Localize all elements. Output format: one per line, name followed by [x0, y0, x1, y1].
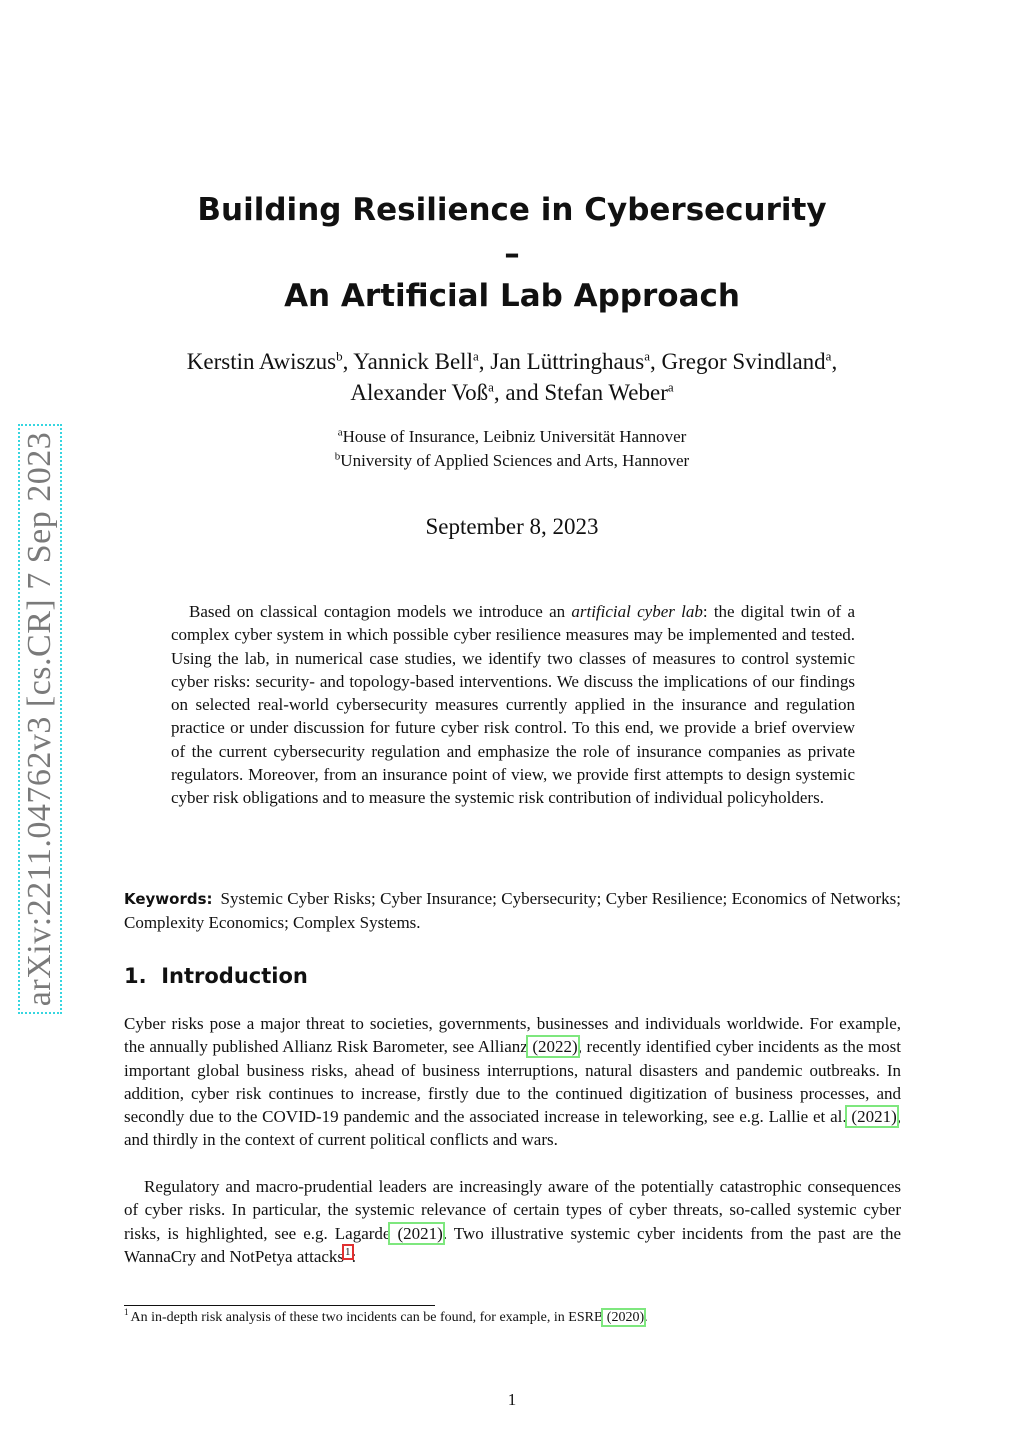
intro-paragraph-2	[124, 1175, 901, 1268]
keywords-label: Keywords:	[124, 890, 213, 908]
citation-link[interactable]: (2022)	[527, 1037, 578, 1057]
author-affiliation-mark: a	[825, 348, 832, 364]
author-name: Kerstin Awiszus	[186, 349, 337, 374]
footnote-divider	[124, 1305, 435, 1306]
author-affiliation-mark: a	[472, 348, 479, 364]
affiliation-text: University of Applied Sciences and Arts, Hannover	[340, 451, 690, 470]
abstract-text: Based on classical contagion models we introduce an	[189, 602, 572, 621]
paper-title-dash: –	[504, 236, 520, 272]
author-separator: , and	[493, 380, 545, 405]
publication-date: September 8, 2023	[425, 514, 599, 539]
paper-title-line-1: Building Resilience in Cybersecurity	[197, 192, 827, 228]
author-name: Stefan Weber	[544, 380, 668, 405]
keywords	[124, 887, 901, 935]
footnote-text: An in-depth risk analysis of these two incidents can be found, for example, in ESRB	[130, 1310, 604, 1325]
intro-paragraph-1	[124, 1012, 901, 1152]
author-affiliation-mark: b	[336, 348, 343, 364]
paragraph-text: Cyber risks pose a major threat to societies, governments, businesses and individuals worldwide. For example, the annually published Allianz Risk Barometer, see Allianz	[124, 1014, 901, 1057]
paragraph-text: , and thirdly in the context of current political conflicts and wars.	[124, 1107, 901, 1150]
paper-title-line-2: An Artificial Lab Approach	[284, 278, 740, 314]
author-list	[100, 346, 924, 408]
affiliation-text: House of Insurance, Leibniz Universität Hannover	[342, 427, 687, 446]
paragraph-text: . Two illustrative systemic cyber incidents from the past are the WannaCry and NotPetya attacks	[124, 1223, 902, 1266]
affiliation-mark: a	[337, 426, 343, 439]
author-name: Gregor Svindland	[661, 349, 826, 374]
paragraph-text: :	[351, 1246, 357, 1266]
page-number: 1	[507, 1390, 517, 1409]
arxiv-identifier-stamp[interactable]	[18, 424, 62, 1014]
author-separator: ,	[831, 349, 838, 374]
affiliation-b	[0, 451, 1024, 471]
author-affiliation-mark: a	[644, 348, 650, 364]
affiliation-a	[0, 427, 1024, 447]
author-name: Jan Lüttringhaus	[490, 349, 645, 374]
keywords-text: Systemic Cyber Risks; Cyber Insurance; Cybersecurity; Cyber Resilience; Economics of Networks; Complexity Economics; Complex Systems.	[124, 889, 901, 933]
paragraph-text: , recently identified cyber incidents as the most important global business risks, ahead of business interruptions, natural disasters and pandemic outbreaks. In addition, cyber risk continues to increase, firstly due to the continued digitization of business processes, and secondly due to the COVID-19 pandemic and the associated increase in teleworking, see e.g. Lallie et al.	[124, 1037, 902, 1127]
footnote-mark: 1	[124, 1307, 129, 1318]
citation-link[interactable]: (2021)	[390, 1223, 443, 1243]
abstract	[171, 600, 855, 810]
section-heading-introduction: 1. Introduction	[124, 964, 308, 988]
author-separator: ,	[342, 349, 354, 374]
author-name: Yannick Bell	[353, 349, 473, 374]
abstract-text: : the digital twin of a complex cyber system in which possible cyber resilience measures may be implemented and tested. Using the lab, in numerical case studies, we identify two classes of measures to control systemic cyber risks: security- and topology-based interventions. We discuss the implications of our findings on selected real-world cybersecurity measures currently applied in the insurance and regulation practice or under discussion for future cyber risk control. To this end, we provide a brief overview of the current cybersecurity regulation and emphasize the role of insurance companies as private regulators. Moreover, from an insurance point of view, we provide first attempts to design systemic cyber risk obligations and to measure the systemic risk contribution of individual policyholders.	[171, 602, 855, 808]
author-affiliation-mark: a	[667, 379, 674, 395]
arxiv-stamp-text: arXiv:2211.04762v3 [cs.CR] 7 Sep 2023	[21, 431, 59, 1007]
author-name: Alexander Voß	[350, 380, 489, 405]
abstract-emphasis: artificial cyber lab	[571, 602, 703, 621]
footnote-reference-link[interactable]: 1	[345, 1246, 351, 1259]
footnote-1	[124, 1307, 901, 1326]
affiliation-mark: b	[334, 450, 341, 463]
citation-link[interactable]: (2020)	[603, 1310, 645, 1325]
citation-link[interactable]: (2021)	[846, 1107, 897, 1127]
paragraph-text: Regulatory and macro-prudential leaders are increasingly aware of the potentially catastrophic consequences of cyber risks. In particular, the systemic relevance of certain types of cyber threats, so-called systemic cyber risks, is highlighted, see e.g. Lagarde	[124, 1177, 901, 1243]
footnote-text: .	[644, 1310, 648, 1325]
author-separator: ,	[649, 349, 662, 374]
author-affiliation-mark: a	[488, 379, 494, 395]
author-separator: ,	[478, 349, 491, 374]
